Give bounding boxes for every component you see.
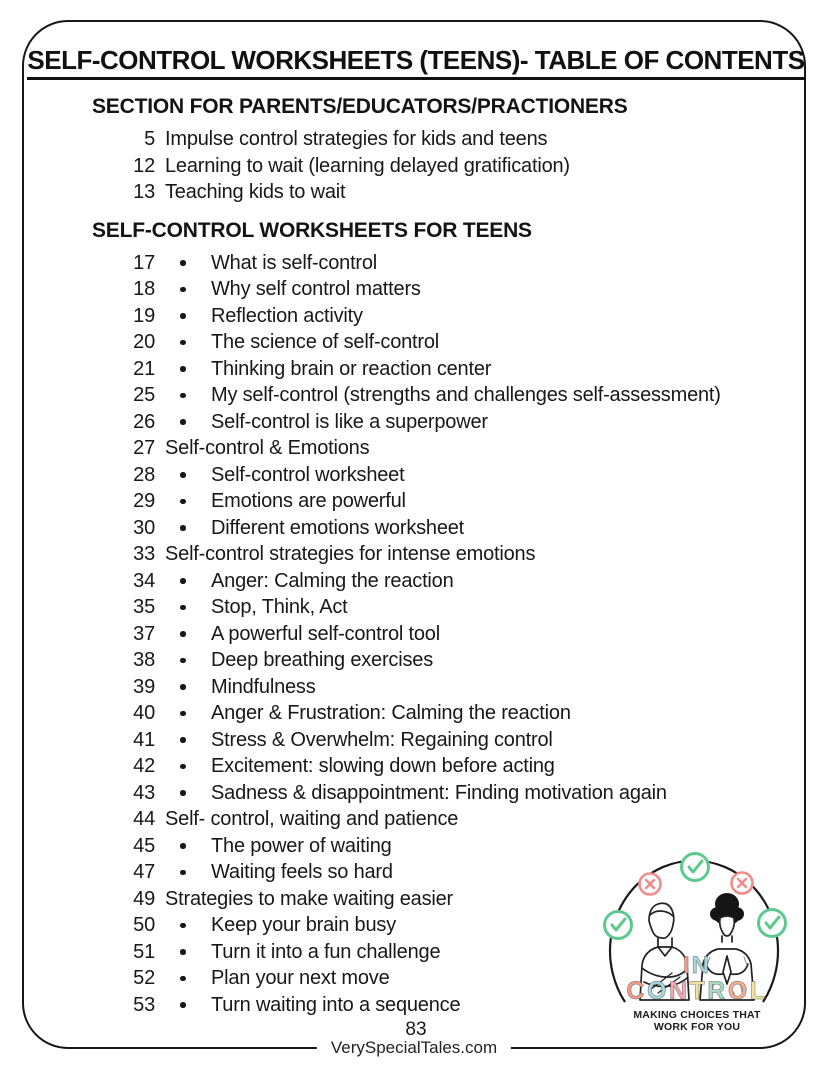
toc-entry-label: Stop, Think, Act	[211, 596, 348, 618]
toc-entry	[100, 409, 832, 436]
logo-letter: O	[727, 977, 750, 1005]
toc-entry-label: Why self control matters	[211, 278, 421, 300]
page-title-text: SELF-CONTROL WORKSHEETS (TEENS)- TABLE OF CONTENTS	[27, 45, 804, 80]
logo-letter: O	[646, 977, 669, 1005]
toc-entry-label: Teaching kids to wait	[165, 181, 346, 203]
toc-entry	[100, 647, 832, 674]
toc-entry-page-number: 49	[133, 887, 155, 910]
toc-entry-label: Waiting feels so hard	[211, 861, 393, 883]
logo-letter: C	[626, 977, 647, 1005]
toc-entry-page-number: 47	[133, 861, 155, 883]
toc-entry-label: Self-control is like a superpower	[211, 410, 488, 433]
toc-entry	[100, 806, 832, 833]
toc-entry-label: Different emotions worksheet	[211, 516, 465, 539]
toc-entry-label: Anger & Frustration: Calming the reaction	[211, 702, 571, 724]
toc-entry-page-number: 38	[133, 649, 155, 671]
toc-entry-page-number: 45	[133, 834, 155, 857]
toc-entry-label: Self-control & Emotions	[165, 437, 370, 459]
bullet-icon	[155, 605, 211, 611]
bullet-icon	[155, 287, 211, 293]
toc-entry	[100, 594, 832, 621]
toc-entry-page-number: 39	[133, 675, 155, 698]
toc-entry-label: What is self-control	[211, 251, 378, 274]
bullet-icon	[155, 366, 211, 372]
bullet-icon	[155, 923, 211, 929]
bullet-icon	[155, 631, 211, 637]
toc-entry-page-number: 21	[133, 357, 155, 380]
toc-entry-label: Plan your next move	[211, 967, 390, 989]
toc-entry-page-number: 13	[133, 181, 155, 203]
section-heading: SECTION FOR PARENTS/EDUCATORS/PRACTIONERS	[92, 95, 628, 118]
bullet-icon	[155, 419, 211, 425]
toc-entry-page-number: 26	[133, 410, 155, 433]
toc-entry-label: Sadness & disappointment: Finding motivation again	[211, 781, 667, 804]
bullet-icon	[155, 1002, 211, 1008]
toc-entry-page-number: 27	[133, 437, 155, 459]
toc-entry	[100, 727, 832, 754]
toc-entry-page-number: 34	[133, 569, 155, 592]
bullet-icon	[155, 790, 211, 796]
toc-entry-label: Learning to wait (learning delayed gratification)	[165, 154, 570, 177]
toc-entry-label: Deep breathing exercises	[211, 649, 433, 671]
toc-entry	[100, 541, 832, 568]
x-icon	[732, 873, 753, 894]
section-items	[100, 126, 832, 206]
toc-entry	[100, 515, 832, 542]
bullet-icon	[155, 658, 211, 664]
toc-entry	[100, 276, 832, 303]
toc-entry	[100, 382, 832, 409]
logo-letter: L	[749, 977, 768, 1005]
toc-entry-page-number: 51	[133, 940, 155, 963]
bullet-icon	[155, 499, 211, 505]
toc-entry-label: Reflection activity	[211, 304, 363, 327]
toc-entry-page-number: 40	[133, 702, 155, 724]
toc-entry-label: The science of self-control	[211, 331, 440, 353]
toc-entry-page-number: 12	[133, 154, 155, 177]
section-heading: SELF-CONTROL WORKSHEETS FOR TEENS	[92, 218, 532, 242]
bullet-icon	[155, 870, 211, 876]
toc-entry	[100, 126, 832, 153]
in-control-logo	[592, 852, 802, 1032]
site-footer-text: VerySpecialTales.com	[330, 1038, 498, 1057]
toc-entry	[100, 488, 832, 515]
toc-entry-label: Anger: Calming the reaction	[211, 569, 454, 592]
bullet-icon	[155, 711, 211, 717]
toc-entry-page-number: 19	[133, 304, 155, 327]
bullet-icon	[155, 843, 211, 849]
toc-entry-label: Emotions are powerful	[211, 490, 406, 512]
toc-entry-label: Turn waiting into a sequence	[211, 993, 461, 1016]
toc-entry-page-number: 41	[133, 728, 155, 751]
toc-entry-page-number: 17	[133, 251, 155, 274]
toc-entry-page-number: 42	[133, 755, 155, 777]
toc-entry	[100, 462, 832, 489]
toc-entry-label: The power of waiting	[211, 834, 392, 857]
toc-entry-label: A powerful self-control tool	[211, 622, 440, 645]
bullet-icon	[155, 340, 211, 346]
toc-entry-page-number: 25	[133, 384, 155, 406]
toc-entry-page-number: 28	[133, 463, 155, 486]
toc-entry-label: My self-control (strengths and challenges self-assessment)	[211, 384, 721, 406]
logo-letter: I	[682, 952, 692, 979]
toc-entry-label: Self- control, waiting and patience	[165, 808, 459, 830]
toc-entry-label: Excitement: slowing down before acting	[211, 755, 555, 777]
toc-entry-page-number: 18	[133, 278, 155, 300]
bullet-icon	[155, 976, 211, 982]
logo-word-in	[592, 952, 802, 980]
toc-entry-label: Stress & Overwhelm: Regaining control	[211, 728, 553, 751]
check-icon	[682, 854, 709, 881]
toc-entry-page-number: 52	[133, 967, 155, 989]
toc-entry	[100, 153, 832, 180]
bullet-icon	[155, 313, 211, 319]
logo-tagline	[592, 1010, 802, 1033]
bullet-icon	[155, 737, 211, 743]
bullet-icon	[155, 578, 211, 584]
toc-entry	[100, 780, 832, 807]
logo-tagline-line1: MAKING CHOICES THAT	[633, 1009, 761, 1021]
toc-entry	[100, 303, 832, 330]
logo-letter: N	[691, 952, 711, 979]
toc-entry	[100, 674, 832, 701]
bullet-icon	[155, 764, 211, 770]
toc-entry-page-number: 30	[133, 516, 155, 539]
logo-letter: T	[689, 977, 708, 1005]
logo-letter: N	[668, 977, 690, 1005]
toc-entry-label: Self-control worksheet	[211, 463, 405, 486]
bullet-icon	[155, 260, 211, 266]
toc-entry	[100, 700, 832, 727]
toc-entry	[100, 753, 832, 780]
toc-entry	[100, 621, 832, 648]
toc-entry-page-number: 44	[133, 808, 155, 830]
logo-tagline-line2: WORK FOR YOU	[653, 1020, 741, 1033]
toc-entry-page-number: 53	[133, 993, 155, 1016]
toc-entry-page-number: 50	[133, 914, 155, 936]
bullet-icon	[155, 949, 211, 955]
toc-entry-label: Strategies to make waiting easier	[165, 887, 453, 910]
page-title	[0, 45, 832, 76]
toc-entry	[100, 356, 832, 383]
bullet-icon	[155, 684, 211, 690]
toc-entry-page-number: 35	[133, 596, 155, 618]
toc-entry-label: Mindfulness	[211, 675, 316, 698]
toc-entry-page-number: 5	[144, 128, 155, 150]
toc-entry-label: Keep your brain busy	[211, 914, 397, 936]
toc-entry-label: Impulse control strategies for kids and teens	[165, 128, 548, 150]
page-number: 83	[405, 1019, 427, 1040]
bullet-icon	[155, 393, 211, 399]
toc-entry-page-number: 20	[133, 331, 155, 353]
check-icon	[605, 912, 632, 939]
toc-entry-page-number: 29	[133, 490, 155, 512]
toc-entry-page-number: 33	[133, 543, 155, 565]
toc-entry-page-number: 43	[133, 781, 155, 804]
bullet-icon	[155, 472, 211, 478]
bullet-icon	[155, 525, 211, 531]
logo-word-control	[592, 977, 802, 1006]
toc-entry	[100, 568, 832, 595]
toc-entry	[100, 329, 832, 356]
toc-entry-label: Turn it into a fun challenge	[211, 940, 441, 963]
toc-entry	[100, 435, 832, 462]
toc-entry	[100, 179, 832, 206]
toc-entry-label: Self-control strategies for intense emotions	[165, 543, 536, 565]
toc-section	[0, 95, 832, 206]
logo-letter: R	[707, 977, 728, 1005]
toc-entry	[100, 250, 832, 277]
x-icon	[640, 874, 661, 895]
toc-entry-label: Thinking brain or reaction center	[211, 357, 492, 380]
check-icon	[759, 910, 786, 937]
toc-entry-page-number: 37	[133, 622, 155, 645]
